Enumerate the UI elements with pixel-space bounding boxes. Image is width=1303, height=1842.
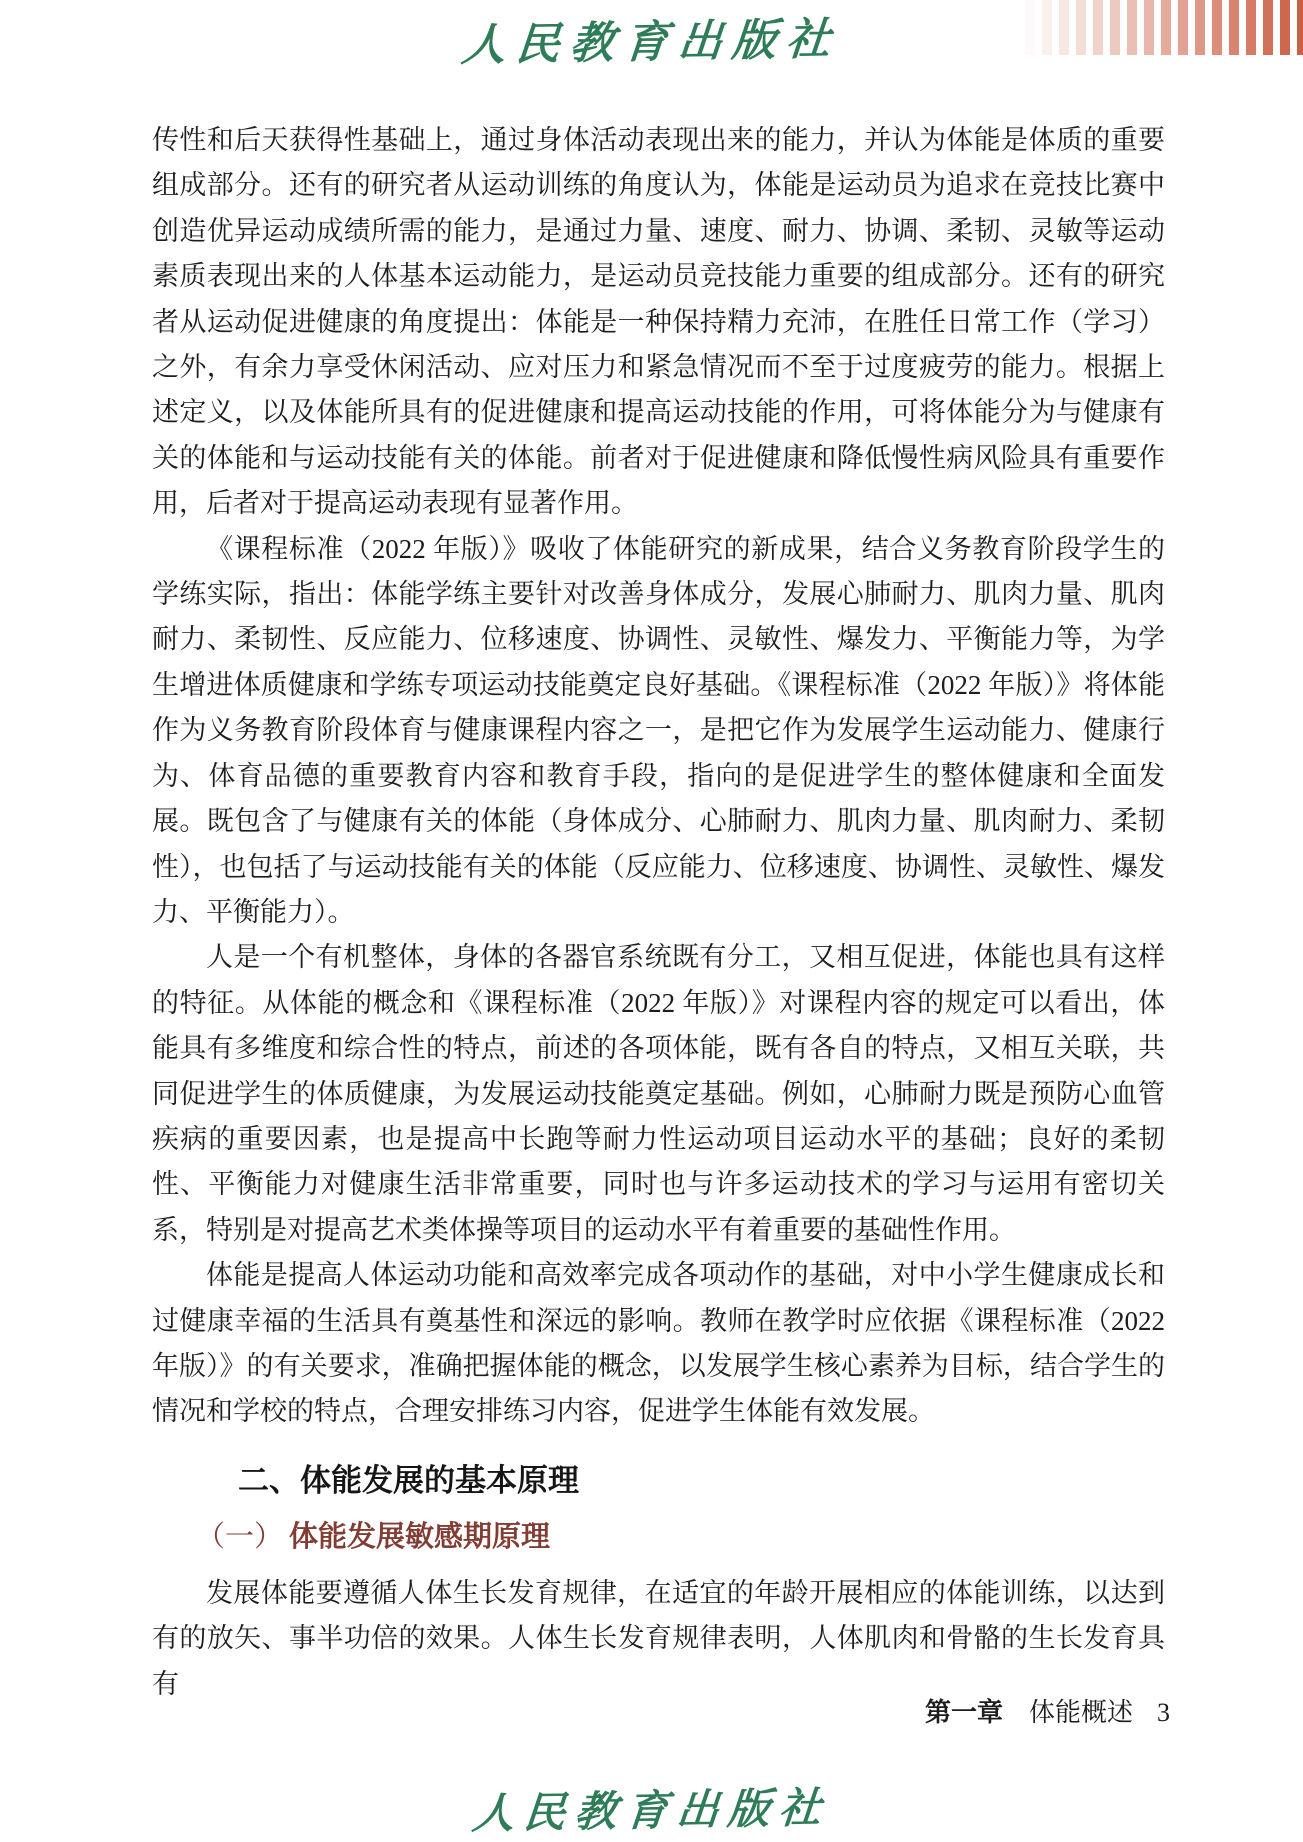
body-paragraph: 传性和后天获得性基础上，通过身体活动表现出来的能力，并认为体能是体质的重要组成部分。还有的研究者从运动训练的角度认为，体能是运动员为追求在竞技比赛中创造优异运动成绩所需的能力，是通过力量、速度、耐力、协调、柔韧、灵敏等运动素质表现出来的人体基本运动能力，是运动员竞技能力重要的组成部分。还有的研究者从运动促进健康的角度提出：体能是一种保持精力充沛，在胜任日常工作（学习）之外，有余力享受休闲活动、应对压力和紧急情况而不至于过度疲劳的能力。根据上述定义，以及体能所具有的促进健康和提高运动技能的作用，可将体能分为与健康有关的体能和与运动技能有关的体能。前者对于促进健康和降低慢性病风险具有重要作用，后者对于提高运动表现有显著作用。 — [152, 125, 1165, 519]
subsection-heading — [196, 1519, 1165, 1557]
stripe-bar — [1144, 0, 1154, 55]
stripe-bar — [1059, 0, 1069, 55]
stripe-bar — [1042, 0, 1052, 55]
stripe-bar — [1229, 0, 1239, 55]
section-heading: 二、体能发展的基本原理 — [238, 1462, 579, 1498]
publisher-logo-bottom: 人民教育出版社 — [470, 1782, 833, 1839]
stripe-bar — [1280, 0, 1290, 55]
stripe-bar — [1025, 0, 1035, 55]
footer-page-number: 3 — [1157, 1698, 1170, 1727]
stripe-bar — [1161, 0, 1171, 55]
publisher-logo-top: 人民教育出版社 — [459, 13, 843, 72]
body-paragraph: 《课程标准（2022 年版）》吸收了体能研究的新成果，结合义务教育阶段学生的学练实际，指出：体能学练主要针对改善身体成分，发展心肺耐力、肌肉力量、肌肉耐力、柔韧性、反应能力、位移速度、协调性、灵敏性、爆发力、平衡能力等，为学生增进体质健康和学练专项运动技能奠定良好基础。《课程标准（2022 年版）》将体能作为义务教育阶段体育与健康课程内容之一，是把它作为发展学生运动能力、健康行为、体育品德的重要教育内容和教育手段，指向的是促进学生的整体健康和全面发展。既包含了与健康有关的体能（身体成分、心肺耐力、肌肉力量、肌肉耐力、柔韧性），也包括了与运动技能有关的体能（反应能力、位移速度、协调性、灵敏性、爆发力、平衡能力）。 — [152, 533, 1165, 927]
stripe-bar — [1076, 0, 1086, 55]
stripe-bar — [1110, 0, 1120, 55]
body-paragraph: 体能是提高人体运动功能和高效率完成各项动作的基础，对中小学生健康成长和过健康幸福的生活具有奠基性和深远的影响。教师在教学时应依据《课程标准（2022 年版）》的有关要求，准确把握体能的概念，以发展学生核心素养为目标，结合学生的情况和学校的特点，合理安排练习内容，促进学生体能有效发展。 — [152, 1260, 1165, 1427]
stripe-bar — [1212, 0, 1222, 55]
footer-chapter-label: 第一章 — [924, 1698, 1003, 1727]
subsection-number: （一） — [196, 1521, 284, 1554]
page-footer — [152, 1692, 1170, 1729]
stripe-bar — [1093, 0, 1103, 55]
page-body — [152, 118, 1165, 1707]
header-stripes-decoration — [1025, 0, 1303, 55]
subsection-title: 体能发展敏感期原理 — [289, 1521, 551, 1554]
stripe-bar — [1263, 0, 1273, 55]
stripe-bar — [1178, 0, 1188, 55]
body-paragraph: 人是一个有机整体，身体的各器官系统既有分工，又相互促进，体能也具有这样的特征。从体能的概念和《课程标准（2022 年版）》对课程内容的规定可以看出，体能具有多维度和综合性的特点，前述的各项体能，既有各自的特点，又相互关联，共同促进学生的体质健康，为发展运动技能奠定基础。例如，心肺耐力既是预防心血管疾病的重要因素，也是提高中长跑等耐力性运动项目运动水平的基础；良好的柔韧性、平衡能力对健康生活非常重要，同时也与许多运动技术的学习与运用有密切关系，特别是对提高艺术类体操等项目的运动水平有着重要的基础性作用。 — [152, 942, 1165, 1245]
stripe-bar — [1297, 0, 1303, 55]
stripe-bar — [1195, 0, 1205, 55]
stripe-bar — [1127, 0, 1137, 55]
stripe-bar — [1246, 0, 1256, 55]
footer-section-title: 体能概述 — [1028, 1698, 1133, 1727]
body-paragraph: 发展体能要遵循人体生长发育规律，在适宜的年龄开展相应的体能训练，以达到有的放矢、事半功倍的效果。人体生长发育规律表明，人体肌肉和骨骼的生长发育具有 — [152, 1577, 1165, 1699]
